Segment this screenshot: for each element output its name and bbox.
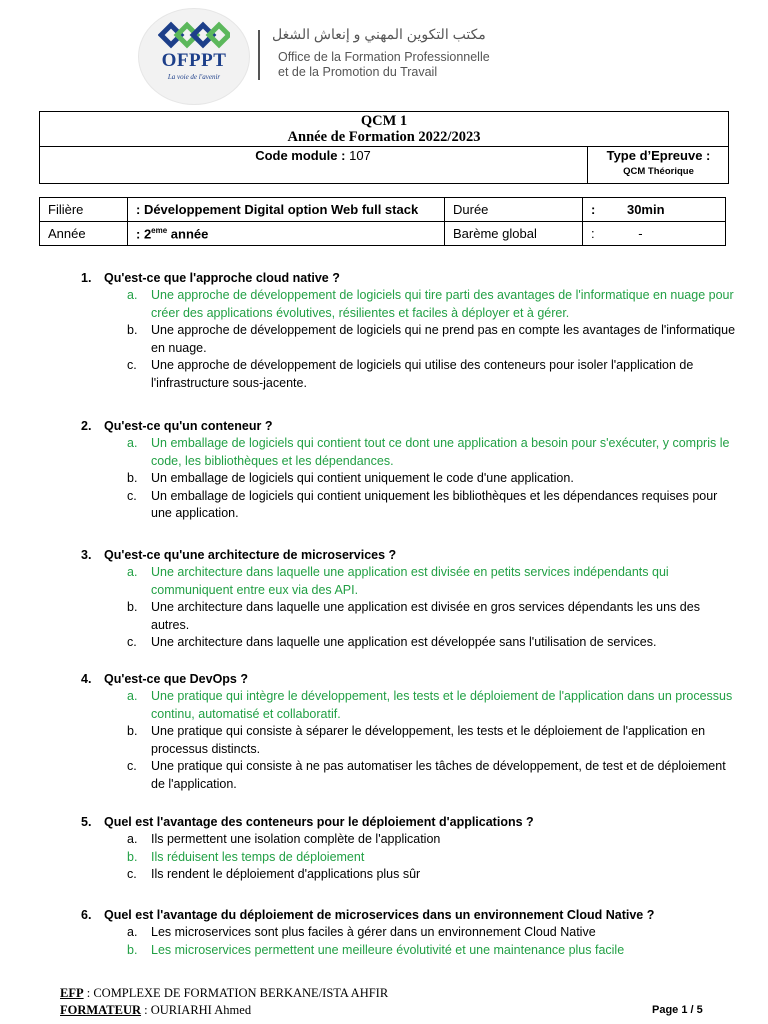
question-5 [81,814,741,884]
annee-prefix: : 2 [136,226,152,242]
option [127,924,741,942]
option-text: Une approche de développement de logiciels qui ne prend pas en compte les avantages de l'informatique en nuage. [151,323,736,355]
option [127,488,741,523]
org-name-arabic: مكتب التكوين المهني و إنعاش الشغل [272,26,486,42]
question-title [81,814,741,831]
footer-efp [60,986,388,1001]
question-text: Qu'est-ce que l'approche cloud native ? [104,271,340,285]
question-title [81,418,741,435]
option-text: Une pratique qui intègre le développement, les tests et le déploiement de l'application dans un processus continu, automatisé et collaboratif. [151,689,733,721]
exam-year: Année de Formation 2022/2023 [287,129,481,145]
option-text: Une approche de développement de logiciels qui utilise des conteneurs pour isoler l'application de l'infrastructure sous-jacente. [151,358,694,390]
info-row-annee [40,222,726,246]
org-name-line1: Office de la Formation Professionnelle [278,50,490,64]
logo-text: OFPPT [161,50,227,71]
logo-tagline: La voie de l'avenir [167,73,221,81]
question-title [81,270,741,287]
option-letter: c. [127,358,137,372]
option-correct [127,942,741,960]
option-text: Une pratique qui consiste à séparer le développement, les tests et le déploiement de l'application en processus distincts. [151,724,706,756]
option-text: Les microservices sont plus faciles à gérer dans un environnement Cloud Native [151,925,596,939]
option [127,831,741,849]
option [127,357,741,392]
option-text: Une architecture dans laquelle une application est divisée en petits services indépendants qui communiquent entre eux via des API. [151,565,669,597]
question-text: Qu'est-ce que DevOps ? [104,672,248,686]
exam-box-divider [39,146,729,147]
option-correct [127,849,741,867]
question-title [81,907,741,924]
bareme-label: Barème global [445,222,583,246]
option [127,322,741,357]
option-letter: b. [127,942,138,957]
duree-value: 30min [626,202,665,217]
option-text: Une pratique qui consiste à ne pas automatiser les tâches de développement, de test et de déploiement de l'application. [151,759,726,791]
annee-cell [128,222,445,246]
option-letter: a. [127,288,138,302]
option-correct [127,287,741,322]
option-letter: b. [127,471,138,485]
bareme-cell [583,222,726,246]
question-2 [81,418,741,523]
option-text: Une architecture dans laquelle une application est développée sans l'utilisation de services. [151,635,657,649]
option-letter: b. [127,323,138,337]
option-letter: b. [127,600,138,614]
option-text: Ils réduisent les temps de déploiement [151,849,365,864]
duree-cell [583,198,726,222]
annee-suffix: année [167,226,209,242]
option-text: Ils rendent le déploiement d'applications plus sûr [151,867,421,881]
option-letter: c. [127,867,137,881]
bareme-value: - [638,226,643,241]
option-letter: b. [127,724,138,738]
option-text: Les microservices permettent une meilleure évolutivité et une maintenance plus facile [151,942,625,957]
option [127,866,741,884]
option-correct [127,564,741,599]
footer-efp-value: : COMPLEXE DE FORMATION BERKANE/ISTA AHFIR [83,986,389,1000]
footer-formateur-value: : OURIARHI Ahmed [141,1003,252,1017]
question-6 [81,907,741,959]
question-text: Quel est l'avantage des conteneurs pour le déploiement d'applications ? [104,815,534,829]
module-code [39,148,587,163]
question-number: 4. [81,672,92,686]
option-text: Un emballage de logiciels qui contient tout ce dont une application a besoin pour s'exécuter, y compris le code, les bibliothèques et les dépendances. [151,436,730,468]
duree-label: Durée [445,198,583,222]
page-number: Page 1 / 5 [652,1004,703,1016]
annee-label: Année [40,222,128,246]
option-letter: b. [127,849,138,864]
option-letter: a. [127,925,138,939]
question-1 [81,270,741,392]
question-text: Qu'est-ce qu'une architecture de microservices ? [104,548,397,562]
option-text: Une approche de développement de logiciels qui tire parti des avantages de l'informatique en nuage pour créer des applications évolutives, résilientes et faciles à déployer et à gérer. [151,288,734,320]
option-text: Un emballage de logiciels qui contient uniquement les bibliothèques et les dépendances requises pour une application. [151,488,718,520]
bareme-colon: : [591,226,595,241]
option-letter: c. [127,488,137,503]
footer-formateur [60,1003,251,1018]
question-title [81,671,741,688]
filiere-label: Filière [40,198,128,222]
module-code-label: Code module : [255,148,346,163]
header-divider [258,30,260,80]
exam-type-label: Type d’Epreuve : [606,148,711,163]
option-correct [127,435,741,470]
footer-efp-label: EFP [60,986,84,1000]
question-number: 5. [81,815,92,829]
exam-type-value: QCM Théorique [623,166,694,177]
option-letter: c. [127,759,137,773]
option [127,470,741,488]
option [127,634,741,652]
option [127,599,741,634]
exam-title-block [39,113,729,145]
question-number: 1. [81,271,92,285]
duree-colon: : [591,202,596,217]
question-text: Quel est l'avantage du déploiement de microservices dans un environnement Cloud Native ? [104,908,655,922]
question-number: 3. [81,548,92,562]
filiere-value: : Développement Digital option Web full stack [128,198,445,222]
option-letter: c. [127,635,137,649]
option-letter: a. [127,832,138,846]
option-letter: a. [127,436,138,450]
logo-rings-icon [158,20,230,50]
option-letter: a. [127,565,138,579]
option [127,758,741,793]
annee-sup: eme [151,225,168,235]
option [127,723,741,758]
footer-formateur-label: FORMATEUR [60,1003,142,1017]
option-correct [127,688,741,723]
exam-title: QCM 1 [360,113,408,129]
info-row-filiere [40,198,726,222]
module-code-value: 107 [349,148,371,163]
question-4 [81,671,741,793]
question-3 [81,547,741,652]
question-number: 6. [81,908,92,922]
org-name-line2: et de la Promotion du Travail [278,65,438,79]
option-text: Une architecture dans laquelle une application est divisée en gros services dépendants les uns des autres. [151,600,700,632]
question-title [81,547,741,564]
question-number: 2. [81,419,92,433]
option-text: Ils permettent une isolation complète de l'application [151,832,441,846]
question-text: Qu'est-ce qu'un conteneur ? [104,419,273,433]
info-table [39,197,726,246]
option-text: Un emballage de logiciels qui contient uniquement le code d'une application. [151,471,574,485]
option-letter: a. [127,689,138,703]
